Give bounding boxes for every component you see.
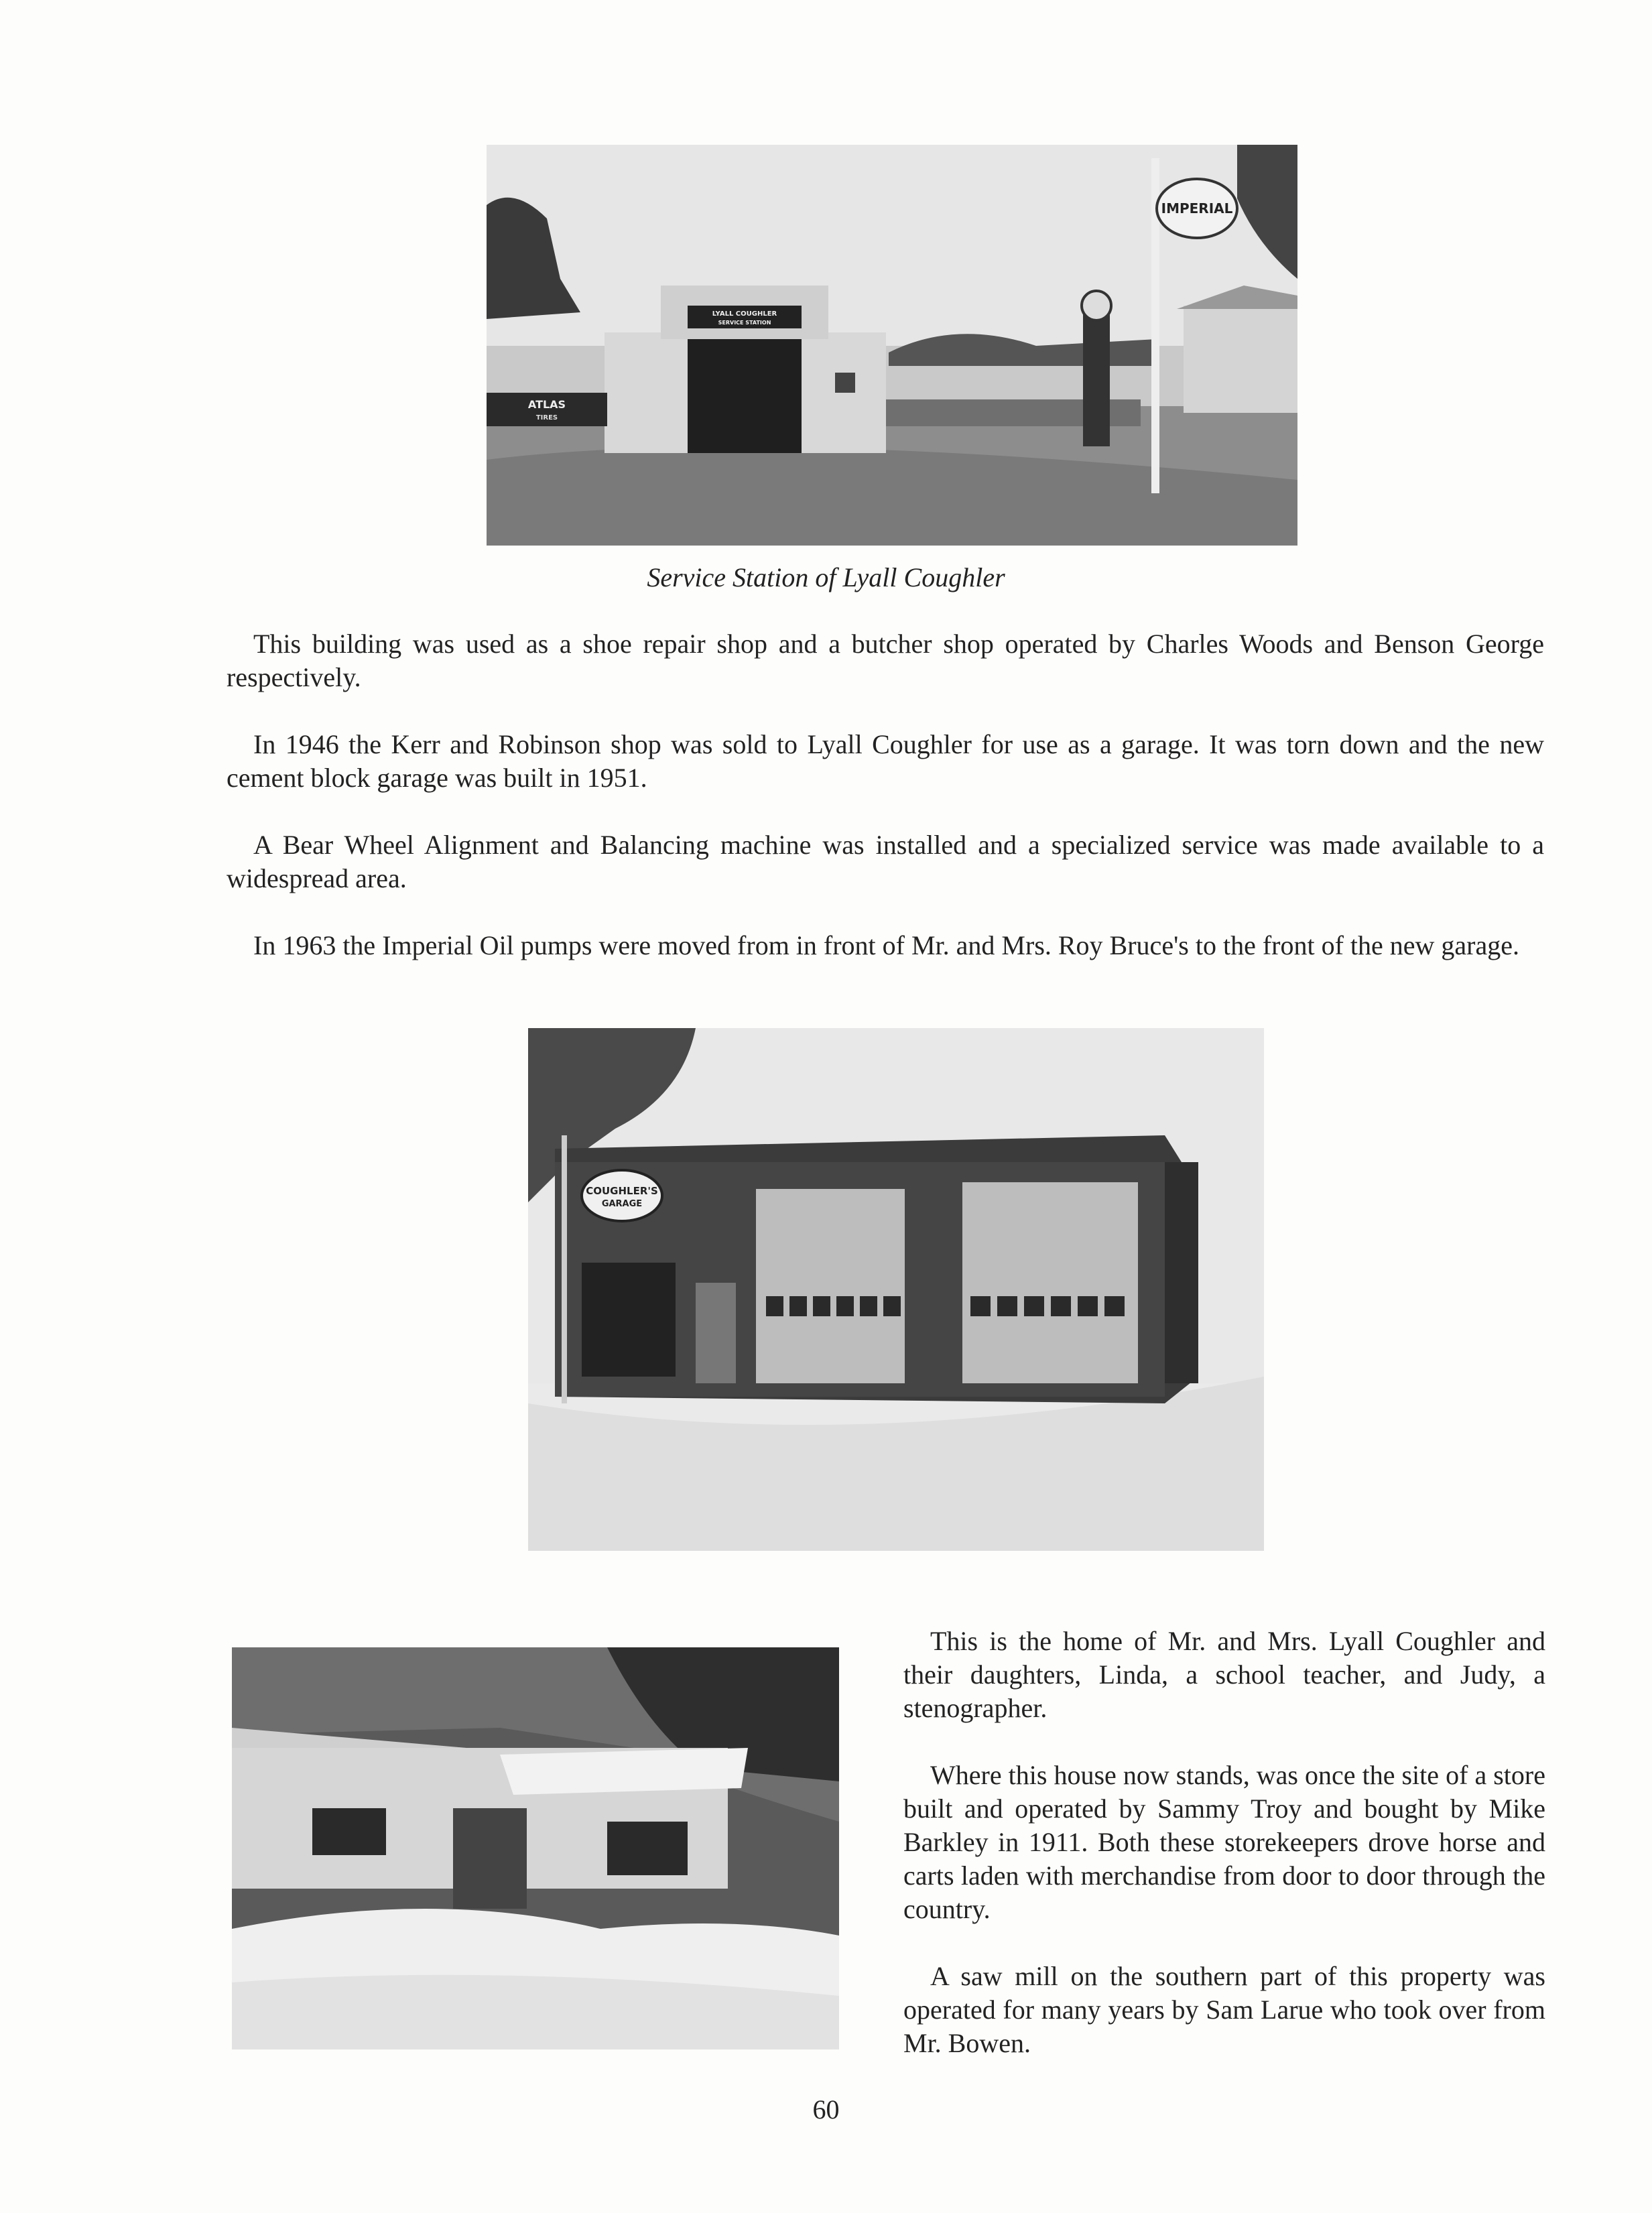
photo-caption: Service Station of Lyall Coughler bbox=[647, 562, 1005, 592]
side-paragraph-2: Where this house now stands, was once the site of a store built and operated by Sammy Troy and bought by Mike Barkley in 1911. Both these storekeepers drove horse and carts laden with merchandise from door to door through the country. bbox=[903, 1760, 1545, 1924]
atlas-sign: ATLAS bbox=[527, 398, 566, 411]
service-station-photo bbox=[487, 145, 1297, 546]
garage-sign-sub: GARAGE bbox=[601, 1199, 643, 1209]
side-paragraph-3: A saw mill on the southern part of this property was operated for many years by Sam Larue who took over from Mr. Bowen. bbox=[903, 1961, 1545, 2058]
garage-photo bbox=[528, 1028, 1264, 1551]
building-sign: LYALL COUGHLER bbox=[712, 310, 777, 318]
page-number: 60 bbox=[812, 2094, 840, 2125]
paragraph-3: A Bear Wheel Alignment and Balancing machine was installed and a specialized service was made available to a widespread area. bbox=[227, 830, 1544, 893]
paragraph-2: In 1946 the Kerr and Robinson shop was sold to Lyall Coughler for use as a garage. It was torn down and the new cement block garage was built in 1951. bbox=[227, 729, 1544, 793]
atlas-sign-sub: TIRES bbox=[535, 414, 558, 422]
imperial-sign: IMPERIAL bbox=[1161, 200, 1233, 216]
building-sign-sub: SERVICE STATION bbox=[718, 320, 771, 326]
house-photo bbox=[232, 1647, 839, 2049]
side-paragraph-1: This is the home of Mr. and Mrs. Lyall Coughler and their daughters, Linda, a school teacher, and Judy, a stenographer. bbox=[903, 1626, 1545, 1723]
paragraph-1: This building was used as a shoe repair shop and a butcher shop operated by Charles Woods and Benson George respectively. bbox=[227, 629, 1544, 692]
garage-sign: COUGHLER'S bbox=[586, 1185, 658, 1197]
paragraph-4: In 1963 the Imperial Oil pumps were moved from in front of Mr. and Mrs. Roy Bruce's to the front of the new garage. bbox=[253, 930, 1519, 960]
